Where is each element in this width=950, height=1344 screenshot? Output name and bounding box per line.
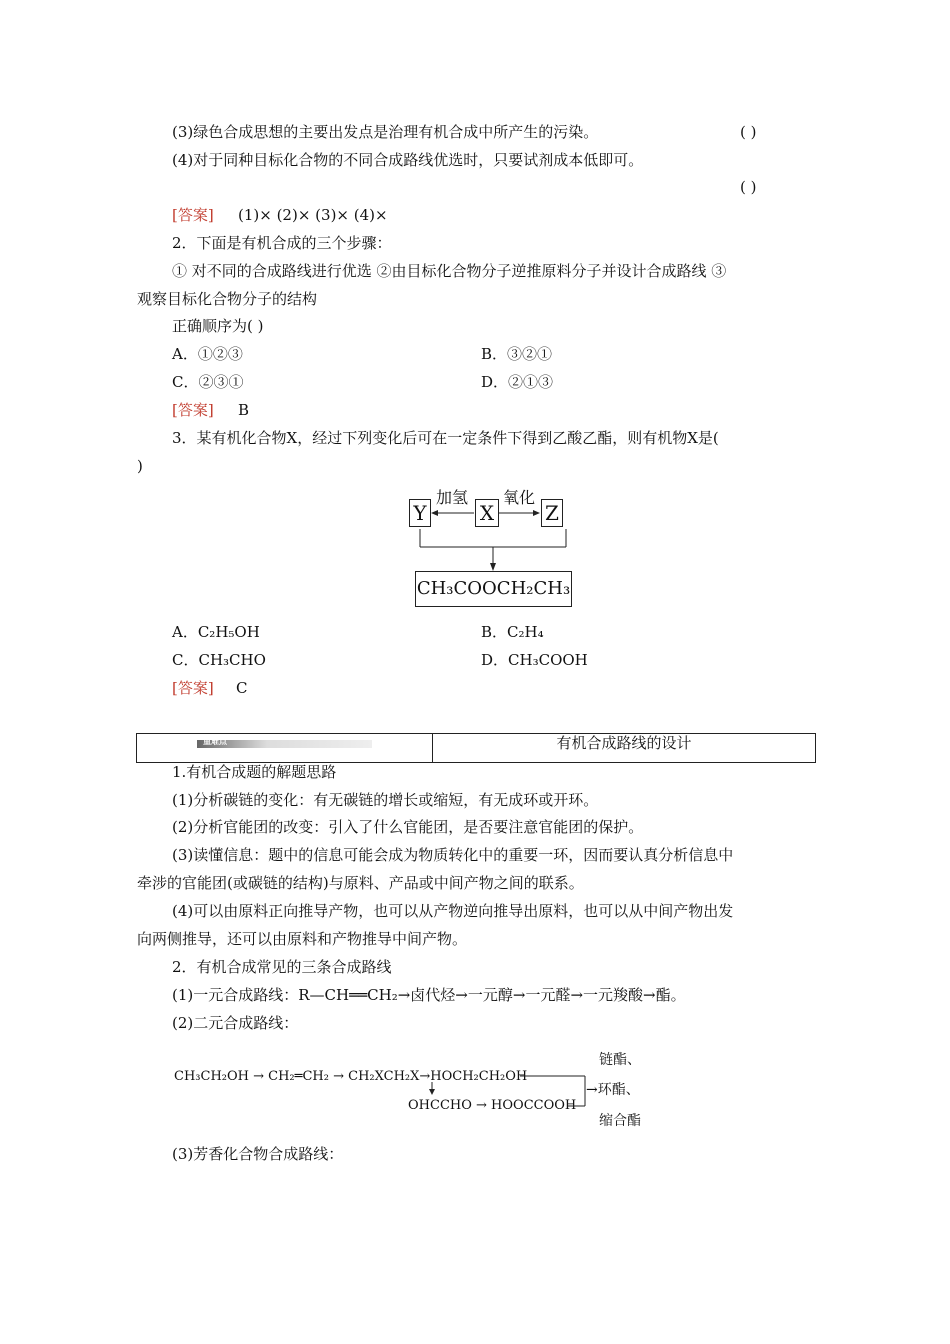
body-p5b: 向两侧推导，还可以由原料和产物推导中间产物。 — [137, 930, 468, 948]
q1-item4-paren: ( ) — [740, 178, 757, 196]
q1-answer-label: [答案] — [172, 206, 214, 224]
q2-steps-line2: 观察目标化合物分子的结构 — [137, 290, 318, 308]
q3-stem-line2: ) — [137, 457, 143, 475]
q2-option-b: B．③②① — [481, 345, 553, 363]
q1-item3: (3)绿色合成思想的主要出发点是治理有机合成中所产生的污染。 — [172, 123, 599, 141]
body-p4b: 牵涉的官能团(或碳链的结构)与原料、产品或中间产物之间的联系。 — [137, 874, 584, 892]
q2-answer-label: [答案] — [172, 401, 214, 419]
body-p8: (2)二元合成路线： — [172, 1014, 299, 1032]
oxidation-label: 氧化 — [503, 488, 536, 507]
q1-item4: (4)对于同种目标化合物的不同合成路线优选时，只要试剂成本低即可。 — [172, 151, 644, 169]
body-p5a: (4)可以由原料正向推导产物，也可以从产物逆向推导出原料，也可以从中间产物出发 — [172, 902, 734, 920]
q3-option-b: B．C₂H₄ — [481, 623, 544, 641]
q3-option-d: D．CH₃COOH — [481, 651, 588, 669]
diagram-arrows — [400, 495, 580, 575]
body-p9: (3)芳香化合物合成路线： — [172, 1145, 344, 1163]
route2-connectors — [420, 1070, 590, 1115]
section-header — [136, 733, 816, 763]
q3-answer-label: [答案] — [172, 679, 214, 697]
q3-option-a: A．C₂H₅OH — [172, 623, 260, 641]
q2-stem: 2．下面是有机合成的三个步骤： — [172, 234, 392, 252]
body-p1: 1.有机合成题的解题思路 — [172, 763, 337, 781]
body-p3: (2)分析官能团的改变：引入了什么官能团，是否要注意官能团的保护。 — [172, 818, 644, 836]
body-p2: (1)分析碳链的变化：有无碳链的增长或缩短，有无成环或开环。 — [172, 791, 599, 809]
route2-product2: →环酯、 — [586, 1082, 640, 1098]
q3-option-c: C．CH₃CHO — [172, 651, 266, 669]
hydrogenation-label: 加氢 — [436, 488, 469, 507]
route2-lower: OHCCHO → HOOCCOOH — [408, 1098, 577, 1113]
compound-x-box: X — [475, 499, 499, 527]
route2-main: CH₃CH₂OH → CH₂═CH₂ → CH₂XCH₂X→HOCH₂CH₂OH — [174, 1069, 528, 1084]
section-title: 有机合成路线的设计 — [556, 734, 692, 752]
q1-answer-text: (1)× (2)× (3)× (4)× — [238, 206, 388, 224]
q2-option-d: D．②①③ — [481, 373, 554, 391]
q2-order: 正确顺序为( ) — [172, 317, 264, 335]
body-p6: 2．有机合成常见的三条合成路线 — [172, 958, 392, 976]
ethyl-acetate-box: CH₃COOCH₂CH₃ — [415, 571, 572, 607]
q2-option-a: A．①②③ — [172, 345, 243, 363]
q3-stem-line1: 3．某有机化合物X，经过下列变化后可在一定条件下得到乙酸乙酯，则有机物X是( — [172, 429, 719, 447]
section-badge: 重难点 — [203, 736, 227, 746]
route2-product1: 链酯、 — [599, 1052, 641, 1068]
route2-product3: 缩合酯 — [599, 1113, 641, 1129]
body-p7: (1)一元合成路线：R—CH══CH₂→卤代烃→一元醇→一元醛→一元羧酸→酯。 — [172, 986, 686, 1004]
compound-y-box: Y — [409, 499, 431, 527]
body-p4a: (3)读懂信息：题中的信息可能会成为物质转化中的重要一环，因而要认真分析信息中 — [172, 846, 734, 864]
q2-answer-text: B — [238, 401, 250, 419]
compound-z-box: Z — [541, 499, 563, 527]
q1-item3-paren: ( ) — [740, 123, 757, 141]
q3-answer-text: C — [236, 679, 248, 697]
q2-steps-line1: ① 对不同的合成路线进行优选 ②由目标化合物分子逆推原料分子并设计合成路线 ③ — [172, 262, 727, 280]
q2-option-c: C．②③① — [172, 373, 244, 391]
